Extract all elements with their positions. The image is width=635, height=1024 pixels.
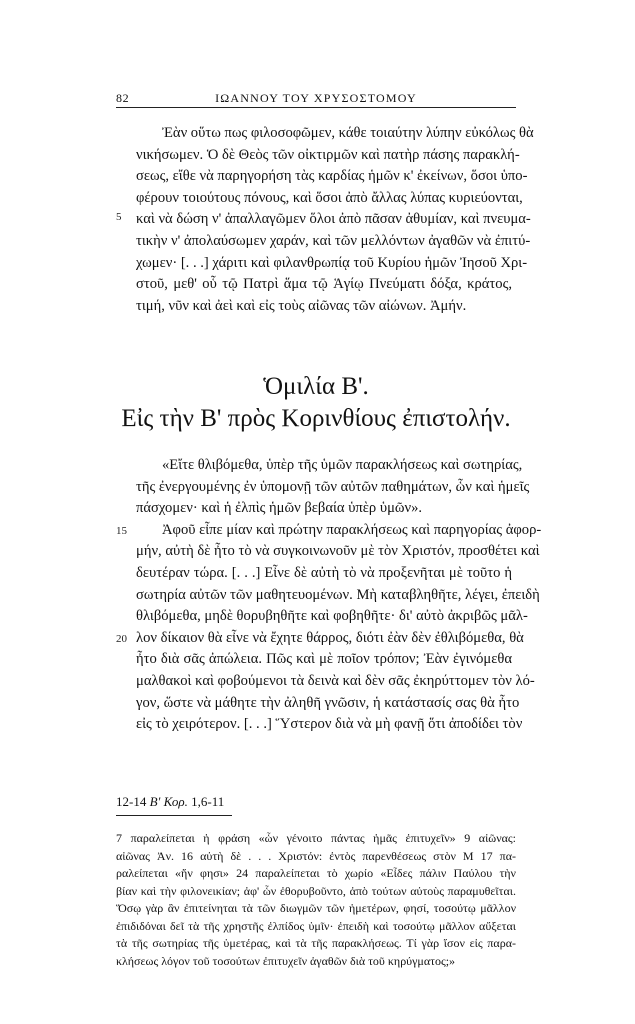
homily-subtitle: Εἰς τὴν Β' πρὸς Κορινθίους ἐπιστολήν. <box>121 405 511 432</box>
text-line: εἰς τὸ χειρότερον. [. . .] Ὕστερον διὰ νὰ μὴ φανῇ ὅτι ἀποδίδει τὸν <box>136 716 523 733</box>
page-header <box>116 91 516 107</box>
note-line: ἐπιδιδόναι δεῖ τὰ τῆς χρηστῆς ἐλπίδος ὑμῖν· ἐπειδὴ καὶ τοσούτῳ μᾶλλον αὔξεται <box>116 918 516 933</box>
line-number: 5 <box>116 211 122 223</box>
text-line: φέρουν τοιούτους πόνους, καὶ ὅσοι ἀπὸ ἄλλας λύπας κυριεύονται, <box>136 189 523 206</box>
text-line: δευτέραν τώρα. [. . .] Εἶνε δὲ αὐτὴ τὸ νὰ προξενῆται μὲ τοῦτο ἡ <box>136 564 512 581</box>
text-line: σεως, εἴθε νὰ παρηγορήση τὰς καρδίας ἡμῶν κ' ἐκείνων, ὅσοι ὑπο- <box>136 168 528 185</box>
text-line: νικήσωμεν. Ὁ δὲ Θεὸς τῶν οἰκτιρμῶν καὶ πατὴρ πάσης παρακλή- <box>136 146 520 163</box>
note-line: ραλείπεται «ἤν φησι» 24 παραλείπεται τὸ χωρίο «Εἶδες πάλιν Παύλου τὴν <box>116 866 516 880</box>
scripture-range: 12-14 <box>116 794 147 809</box>
footnote-rule <box>116 815 232 816</box>
text-line: Ἀφοῦ εἶπε μίαν καὶ πρώτην παρακλήσεως καὶ παρηγορίας ἀφορ- <box>162 521 542 538</box>
page-number: 82 <box>116 91 130 105</box>
text-line: μαλθακοὶ καὶ φοβούμενοι τὰ δεινὰ καὶ δὲν σᾶς ἐκηρύττομεν τὸν λό- <box>136 672 535 689</box>
note-line: 7 παραλείπεται ἡ φράση «ὧν γένοιτο πάντας ἡμᾶς ἐπιτυχεῖν» 9 αἰῶνας: <box>116 831 516 845</box>
text-line: ἦτο διὰ σᾶς ἀπώλεια. Πῶς καὶ μὲ ποῖον τρόπον; Ἐὰν ἐγινόμεθα <box>136 651 512 668</box>
text-line: καὶ νὰ δώση ν' ἀπαλλαγῶμεν ὅλοι ἀπὸ πᾶσαν ἀθυμίαν, καὶ πνευμα- <box>136 211 531 228</box>
note-line: Ὅσῳ γὰρ ἂν ἐπιτείνηται τὰ τῶν διωγμῶν τῶν ἡμετέρων, φησί, τοσούτῳ μᾶλλον <box>116 901 516 915</box>
text-line: λον δίκαιον θὰ εἶνε νὰ ἔχητε θάρρος, διότι ἐὰν δὲν ἐθλιβόμεθα, θὰ <box>136 629 524 646</box>
text-line: σωτηρία αὐτῶν τῶν μαθητευομένων. Μὴ καταβληθῆτε, λέγει, ἐπειδὴ <box>136 586 540 603</box>
homily-body <box>136 455 542 736</box>
header-rule <box>116 107 516 108</box>
scripture-reference <box>116 794 224 810</box>
text-line: θλιβόμεθα, μηδὲ θορυβηθῆτε καὶ φοβηθῆτε· δι' αὐτὸ ἀκριβῶς μᾶλ- <box>136 608 528 625</box>
text-line: γον, ὥστε νὰ μάθητε τὴν ἀληθῆ γνῶσιν, ἡ κατάστασίς σας θὰ ἦτο <box>136 694 520 711</box>
text-line: στοῦ, μεθ' οὗ τῷ Πατρὶ ἅμα τῷ Ἁγίῳ Πνεύματι δόξα, κράτος, <box>136 276 512 293</box>
closing-paragraph <box>136 123 534 317</box>
text-line: «Εἴτε θλιβόμεθα, ὑπὲρ τῆς ὑμῶν παρακλήσεως καὶ σωτηρίας, <box>162 457 523 473</box>
scripture-book: Β' Κορ. <box>149 794 188 809</box>
note-line: τὰ τῆς σωτηρίας τῆς ὑμετέρας, καὶ τὰ τῆς παρακλήσεως. Τί γὰρ ἴσον εἰς παρα- <box>116 936 516 950</box>
running-head: ΙΩΑΝΝΟΥ ΤΟΥ ΧΡΥΣΟΣΤΟΜΟΥ <box>215 91 417 105</box>
text-line: τικὴν ν' ἀπολαύσωμεν χαράν, καὶ τῶν μελλόντων ἀγαθῶν νὰ ἐπιτύ- <box>136 232 531 249</box>
homily-title: Ὁμιλία Β'. <box>263 373 369 400</box>
text-line: τιμή, νῦν καὶ ἀεὶ καὶ εἰς τοὺς αἰῶνας τῶν αἰώνων. Ἀμήν. <box>136 297 467 314</box>
line-number: 15 <box>116 525 127 537</box>
text-line: μήν, αὐτὴ δὲ ἦτο τὸ νὰ συγκοινωνοῦν μὲ τὸν Χριστόν, προσθέτει καὶ <box>136 543 540 560</box>
text-line: τῆς ἐνεργουμένης ἐν ὑπομονῇ τῶν αὐτῶν παθημάτων, ὧν καὶ ἡμεῖς <box>136 478 530 495</box>
note-line: βίαν καὶ τὴν φιλονεικίαν; ἀφ' ὧν ἐθορυβοῦντο, ἀπὸ τούτων αὐτοὺς παραμυθεῖται. <box>116 883 516 898</box>
scripture-verses: 1,6-11 <box>191 794 225 809</box>
text-line: χωμεν· [. . .] χάριτι καὶ φιλανθρωπίᾳ τοῦ Κυρίου ἡμῶν Ἰησοῦ Χρι- <box>136 254 528 271</box>
text-line: Ἐὰν οὕτω πως φιλοσοφῶμεν, κάθε τοιαύτην λύπην εὐκόλως θὰ <box>162 125 534 141</box>
critical-apparatus <box>116 830 516 970</box>
note-line: κλήσεως λόγον τοῦ τοσούτων ἐπιτυχεῖν ἀγαθῶν διὰ τοῦ κηρύγματος;» <box>116 953 456 968</box>
line-number: 20 <box>116 633 127 645</box>
text-line: πάσχομεν· καὶ ἡ ἐλπὶς ἡμῶν βεβαία ὑπὲρ ὑμῶν». <box>136 500 423 517</box>
note-line: αἰῶνας Ἀν. 16 αὐτὴ δὲ . . . Χριστόν: ἐντὸς παρενθέσεως στὸν Μ 17 πα- <box>116 848 516 863</box>
